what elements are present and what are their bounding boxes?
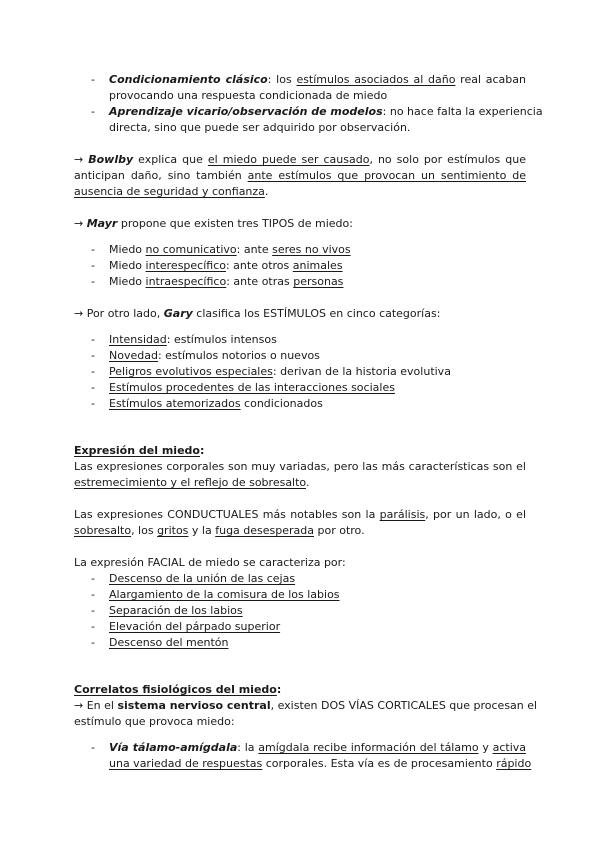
correlatos-line2: estímulo que provoca miedo:	[74, 715, 235, 728]
expresion-p1-line1	[74, 460, 526, 474]
underlined-text: sobresalto	[74, 524, 132, 537]
gary-item	[109, 397, 323, 411]
via-talamo-line2	[109, 757, 532, 771]
gary-item	[109, 349, 320, 363]
underlined-text: intraespecífico	[145, 275, 227, 288]
mayr-item	[109, 243, 351, 257]
underlined-text: activa	[492, 741, 527, 754]
gary-intro	[74, 307, 440, 321]
section-heading-correlatos	[74, 683, 281, 697]
underlined-text: amígdala recibe información del tálamo	[258, 741, 479, 754]
bullet-dash: -	[91, 105, 95, 118]
text: → Por otro lado,	[74, 307, 164, 320]
underlined-text: seres no vivos	[272, 243, 351, 256]
facial-item: Descenso de la unión de las cejas	[109, 572, 296, 585]
text: : derivan de la historia evolutiva	[272, 365, 451, 378]
underlined-text: Intensidad	[109, 333, 167, 346]
expresion-p2-line1	[74, 508, 526, 522]
bold-text: sistema nervioso central	[117, 699, 271, 712]
term-condicionamiento: Condicionamiento clásico	[109, 73, 268, 86]
underlined-text: estímulos asociados al daño	[296, 73, 456, 86]
section-heading-expresion	[74, 444, 204, 458]
facial-item: Elevación del párpado superior	[109, 620, 281, 633]
mayr-intro	[74, 217, 353, 231]
underlined-text: interespecífico	[145, 259, 226, 272]
author-gary: Gary	[163, 307, 193, 320]
bullet-dash: -	[91, 588, 95, 601]
text: , no solo por estímulos que	[369, 153, 526, 166]
via-talamo-line1	[109, 741, 526, 755]
bowlby-line-2	[74, 169, 526, 183]
text: : estímulos notorios o nuevos	[157, 349, 320, 362]
underlined-text: personas	[293, 275, 344, 288]
underlined-text: ausencia de seguridad y confianza	[74, 185, 265, 198]
gary-item	[109, 381, 395, 395]
author-bowlby: Bowlby	[88, 153, 134, 166]
text: y	[478, 741, 493, 754]
bullet-continuation: directa, sino que puede ser adquirido por observación.	[109, 121, 411, 134]
text: , existen DOS VÍAS CORTICALES que procesan el	[270, 699, 538, 712]
author-mayr: Mayr	[86, 217, 118, 230]
facial-item: Alargamiento de la comisura de los labios	[109, 588, 340, 601]
facial-item: Descenso del mentón	[109, 636, 229, 649]
text: , los	[131, 524, 158, 537]
bullet-dash: -	[91, 243, 95, 256]
bowlby-line-1	[74, 153, 526, 167]
text: .	[305, 476, 310, 489]
bullet-dash: -	[91, 604, 95, 617]
expresion-p3: La expresión FACIAL de miedo se caracteriza por:	[74, 556, 346, 569]
text: : ante	[236, 243, 273, 256]
bullet-dash: -	[91, 741, 95, 754]
underlined-text: animales	[292, 259, 343, 272]
text: anticipan daño, sino también	[74, 169, 248, 182]
bullet-aprendizaje	[109, 105, 543, 119]
text: : la	[237, 741, 259, 754]
text: propone que existen tres TIPOS de miedo:	[117, 217, 353, 230]
text: .	[264, 185, 269, 198]
term-via-talamo-amigdala: Vía tálamo-amígdala	[109, 741, 238, 754]
underlined-text: rápido	[496, 757, 532, 770]
underlined-text: Estímulos procedentes de las interacciones sociales	[109, 381, 395, 394]
underlined-text: estremecimiento y el reflejo de sobresalto	[74, 476, 306, 489]
text: , por un lado, o el	[425, 508, 526, 521]
underlined-text: parálisis	[379, 508, 426, 521]
underlined-text: ante estímulos que provocan un sentimiento de	[247, 169, 526, 182]
text: condicionados	[240, 397, 323, 410]
text: corporales. Esta vía es de procesamiento	[262, 757, 497, 770]
term-aprendizaje: Aprendizaje vicario/observación de modelos	[109, 105, 383, 118]
heading-text: Correlatos fisiológicos del miedo	[74, 683, 277, 696]
arrow: →	[74, 217, 87, 230]
underlined-text: no comunicativo	[145, 243, 237, 256]
underlined-text: gritos	[157, 524, 189, 537]
underlined-text: Novedad	[109, 349, 158, 362]
facial-item: Separación de los labios	[109, 604, 243, 617]
text: por otro.	[314, 524, 365, 537]
text: explica que	[133, 153, 208, 166]
bullet-dash: -	[91, 333, 95, 346]
text: Las expresiones corporales son muy variadas, pero las más características son el	[74, 460, 526, 473]
text: y la	[188, 524, 216, 537]
correlatos-line1	[74, 699, 538, 713]
underlined-text: Estímulos atemorizados	[109, 397, 241, 410]
bullet-dash: -	[91, 636, 95, 649]
underlined-text: una variedad de respuestas	[109, 757, 263, 770]
text: : ante otras	[226, 275, 294, 288]
text: Miedo	[109, 243, 146, 256]
arrow: →	[74, 153, 89, 166]
expresion-p2-line2	[74, 524, 365, 538]
bowlby-line-3	[74, 185, 268, 199]
bullet-dash: -	[91, 349, 95, 362]
bullet-dash: -	[91, 73, 95, 86]
text: Miedo	[109, 259, 146, 272]
text: : los	[267, 73, 297, 86]
text: : ante otros	[225, 259, 293, 272]
underlined-text: Peligros evolutivos especiales	[109, 365, 273, 378]
text: → En el	[74, 699, 118, 712]
text: Miedo	[109, 275, 146, 288]
mayr-item	[109, 259, 343, 273]
heading-text: Expresión del miedo	[74, 444, 200, 457]
bullet-dash: -	[91, 397, 95, 410]
bullet-dash: -	[91, 620, 95, 633]
bullet-dash: -	[91, 275, 95, 288]
bullet-dash: -	[91, 365, 95, 378]
expresion-p1-line2	[74, 476, 309, 490]
bullet-continuation: provocando una respuesta condicionada de miedo	[109, 89, 388, 102]
underlined-text: fuga desesperada	[215, 524, 314, 537]
gary-item	[109, 333, 277, 347]
text: Las expresiones CONDUCTUALES más notables son la	[74, 508, 380, 521]
text: real acaban	[455, 73, 526, 86]
text: : no hace falta la experiencia	[382, 105, 543, 118]
gary-item	[109, 365, 451, 379]
mayr-item	[109, 275, 343, 289]
bullet-dash: -	[91, 259, 95, 272]
text: : estímulos intensos	[166, 333, 277, 346]
bullet-condicionamiento	[109, 73, 526, 87]
text: :	[199, 444, 205, 457]
text: :	[276, 683, 282, 696]
underlined-text: el miedo puede ser causado	[207, 153, 370, 166]
text: clasifica los ESTÍMULOS en cinco categorías:	[192, 307, 441, 320]
bullet-dash: -	[91, 572, 95, 585]
bullet-dash: -	[91, 381, 95, 394]
